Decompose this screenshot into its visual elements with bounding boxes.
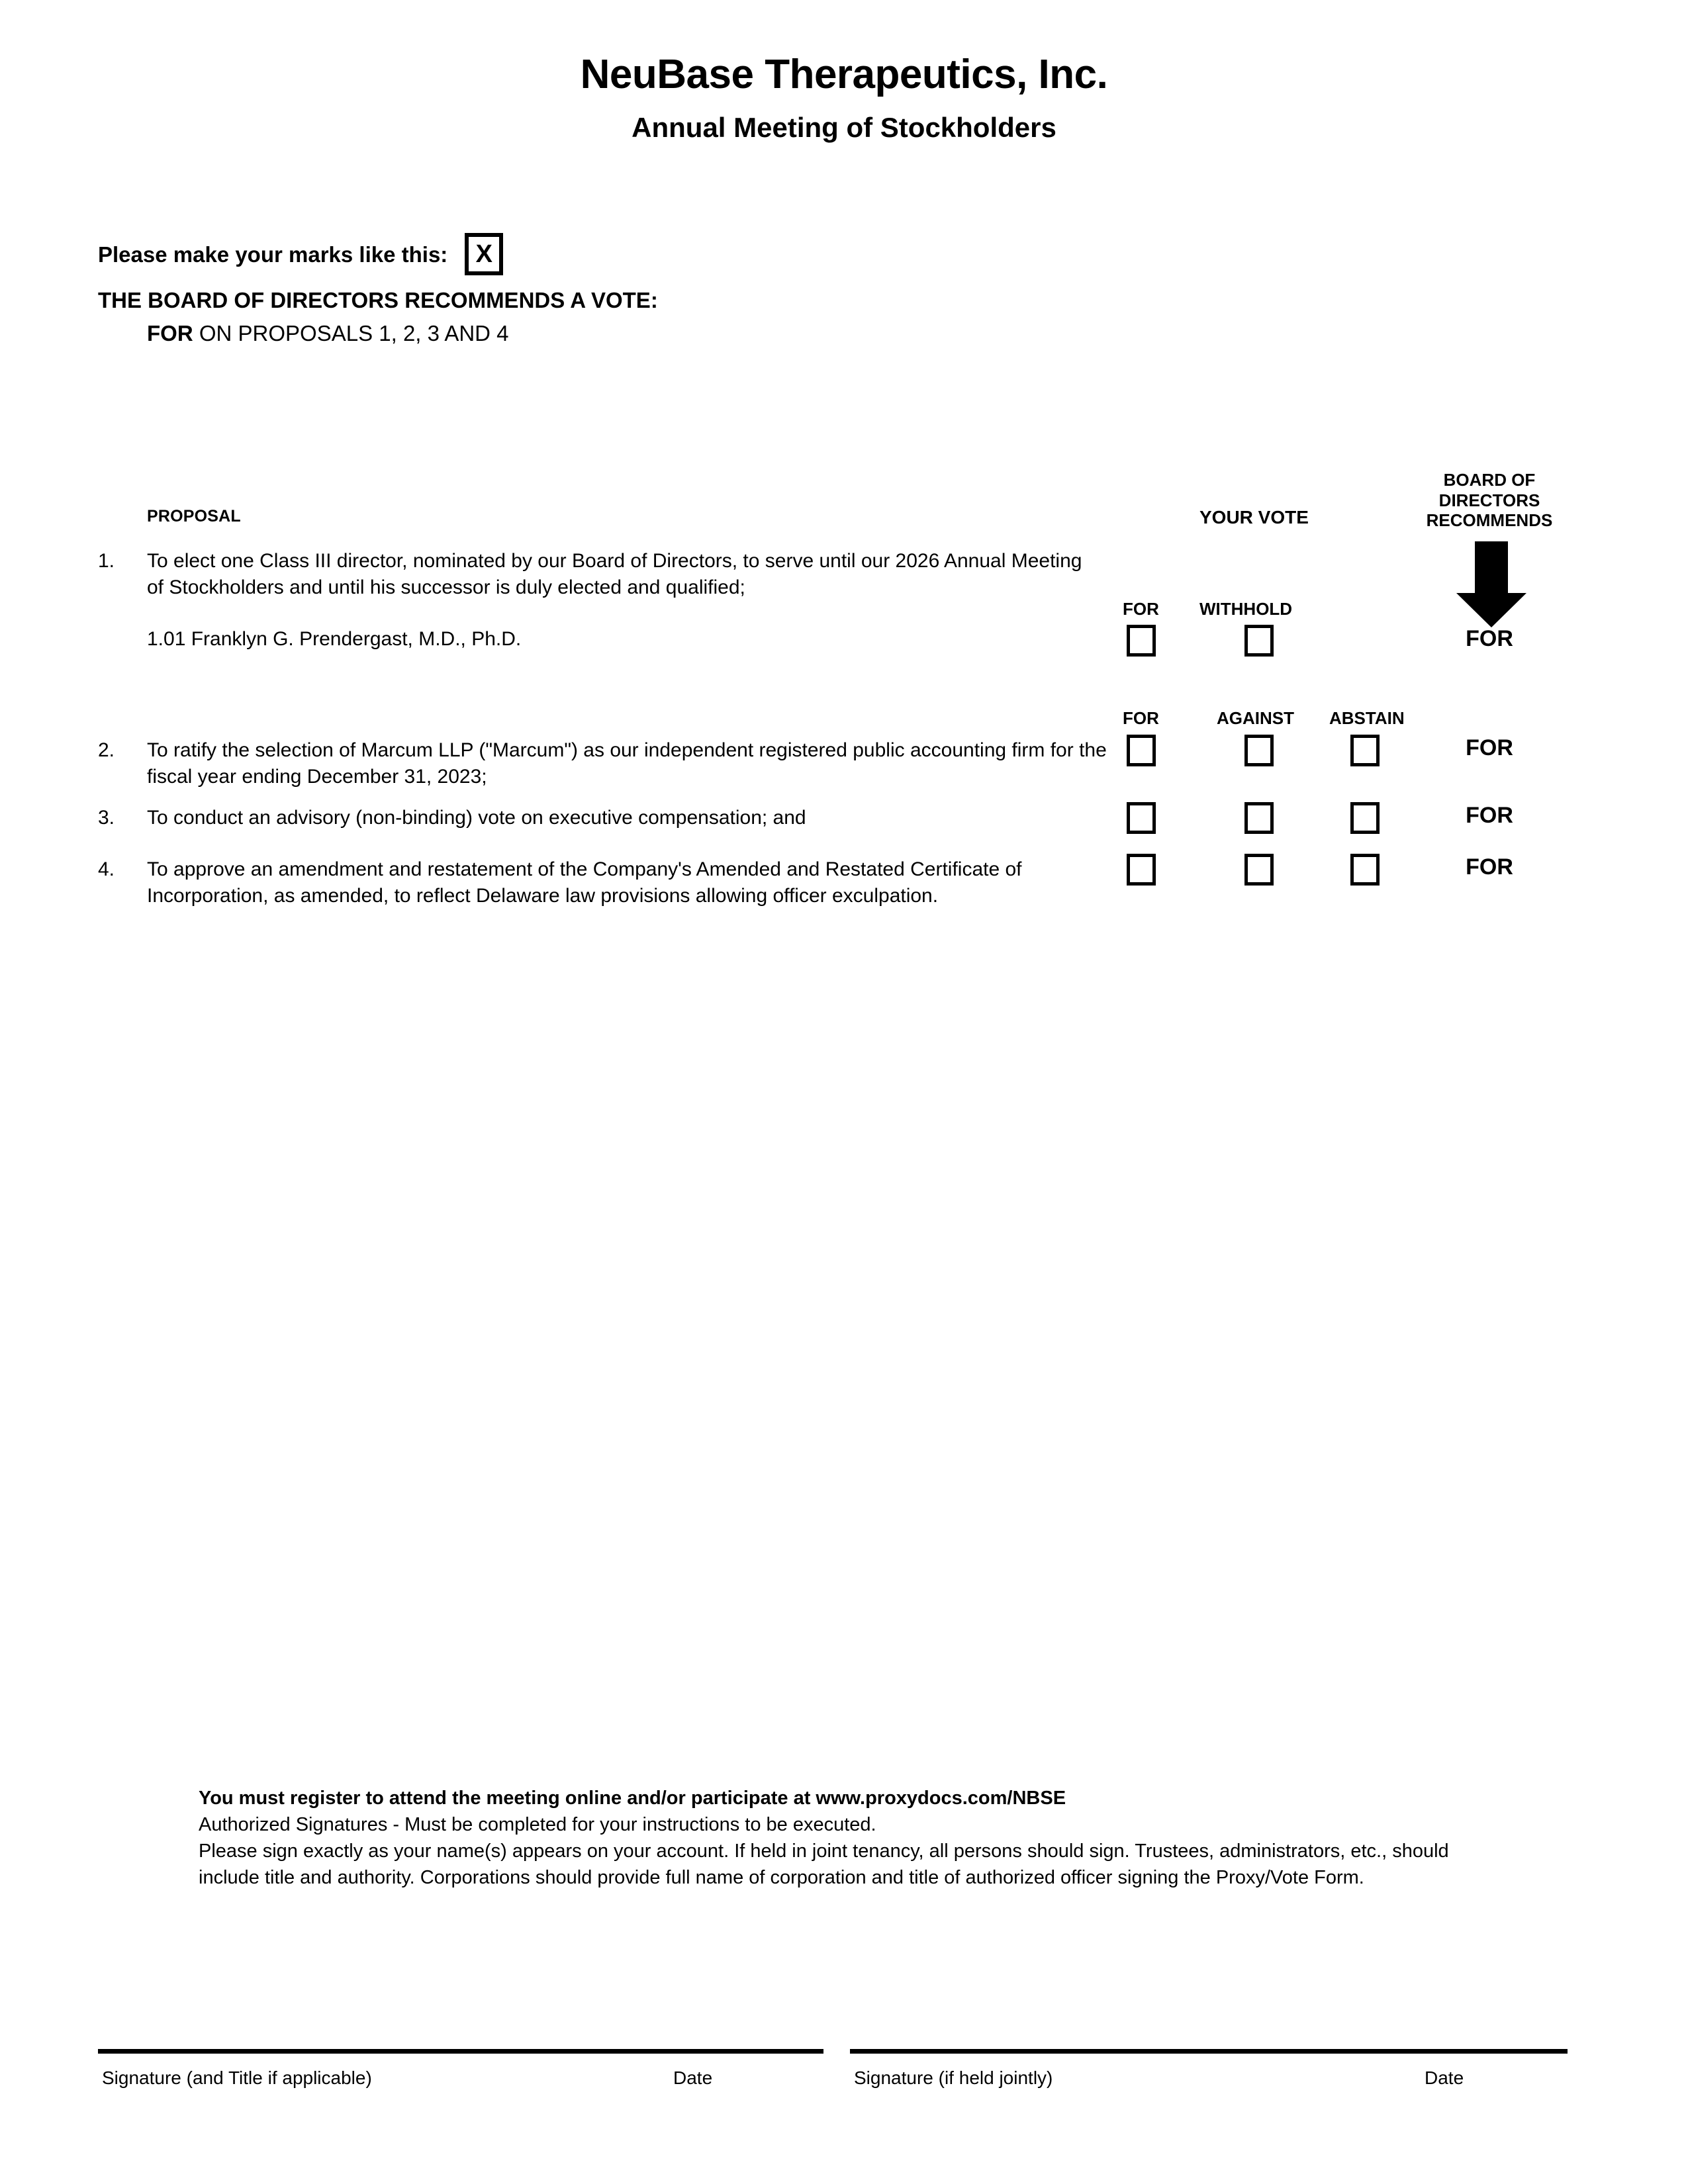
board-recommends-subline bbox=[147, 322, 509, 344]
board-recommendation-proposal-1: FOR bbox=[1466, 626, 1513, 651]
proposal-text: To approve an amendment and restatement of the Company's Amended and Restated Certificate of Incorporation, as amended, to reflect Delaware law provisions allowing officer exculpation. bbox=[147, 858, 1022, 907]
date-caption-primary: Date bbox=[673, 2068, 713, 2088]
board-recommends-emphasis: FOR bbox=[147, 321, 193, 345]
checkbox-proposal-2-abstain[interactable] bbox=[1350, 735, 1380, 766]
proposal-text: To ratify the selection of Marcum LLP ("Marcum") as our independent registered public accounting firm for the fiscal year ending December 31, 2023; bbox=[147, 739, 1107, 788]
proposal-nominee: 1.01 Franklyn G. Prendergast, M.D., Ph.D. bbox=[147, 628, 522, 650]
column-heading-your-vote: YOUR VOTE bbox=[1199, 507, 1309, 527]
checkbox-proposal-2-against[interactable] bbox=[1244, 735, 1274, 766]
checkbox-proposal-1-for[interactable] bbox=[1127, 625, 1156, 657]
checkbox-proposal-3-abstain[interactable] bbox=[1350, 802, 1380, 834]
signature-caption-primary: Signature (and Title if applicable) bbox=[102, 2068, 372, 2088]
column-heading-board-recommends bbox=[1417, 470, 1562, 531]
checkbox-proposal-3-against[interactable] bbox=[1244, 802, 1274, 834]
signature-caption-joint: Signature (if held jointly) bbox=[854, 2068, 1053, 2088]
vote-label-for: FOR bbox=[1123, 708, 1159, 728]
meeting-subtitle: Annual Meeting of Stockholders bbox=[632, 112, 1056, 143]
vote-label-abstain: ABSTAIN bbox=[1329, 708, 1405, 728]
checkbox-proposal-2-for[interactable] bbox=[1127, 735, 1156, 766]
date-caption-joint: Date bbox=[1425, 2068, 1464, 2088]
board-recommendation-proposal-4: FOR bbox=[1466, 854, 1513, 880]
signature-line-joint[interactable] bbox=[850, 2049, 1568, 2054]
proposal-number: 3. bbox=[98, 807, 115, 829]
vote-label-against: AGAINST bbox=[1217, 708, 1294, 728]
checkbox-proposal-4-for[interactable] bbox=[1127, 854, 1156, 886]
signature-line-primary[interactable] bbox=[98, 2049, 823, 2054]
checkbox-proposal-4-against[interactable] bbox=[1244, 854, 1274, 886]
checkbox-proposal-3-for[interactable] bbox=[1127, 802, 1156, 834]
footer-instructions bbox=[199, 1785, 1456, 1891]
board-recommends-line-3: RECOMMENDS bbox=[1426, 510, 1553, 531]
company-title: NeuBase Therapeutics, Inc. bbox=[580, 52, 1108, 97]
proposal-number: 4. bbox=[98, 858, 115, 880]
authorized-signatures-notice: Authorized Signatures - Must be completed for your instructions to be executed. bbox=[199, 1814, 876, 1836]
board-recommendation-proposal-3: FOR bbox=[1466, 803, 1513, 828]
mark-sample-box: X bbox=[465, 233, 503, 275]
signing-instructions: Please sign exactly as your name(s) appears on your account. If held in joint tenancy, all persons should sign. Trustees, administrators, etc., should include title and authority. Corporations should provide full name of corporation and title of authorized officer signing the Proxy/Vote Form. bbox=[199, 1841, 1449, 1889]
board-recommends-rest: ON PROPOSALS 1, 2, 3 AND 4 bbox=[193, 321, 509, 345]
register-notice: You must register to attend the meeting online and/or participate at www.proxydocs.com/NBSE bbox=[199, 1788, 1066, 1809]
board-recommends-line-1: BOARD OF bbox=[1443, 470, 1536, 490]
marks-instruction-row bbox=[98, 233, 503, 275]
proposal-text: To elect one Class III director, nominated by our Board of Directors, to serve until our 2026 Annual Meeting of Stockholders and until his successor is duly elected and qualified; bbox=[147, 550, 1082, 599]
proposal-number: 1. bbox=[98, 550, 115, 572]
column-heading-proposal: PROPOSAL bbox=[147, 507, 241, 525]
checkbox-proposal-1-withhold[interactable] bbox=[1244, 625, 1274, 657]
vote-label-withhold: WITHHOLD bbox=[1199, 599, 1293, 619]
board-recommends-line-2: DIRECTORS bbox=[1438, 490, 1540, 510]
marks-instruction-label: Please make your marks like this: bbox=[98, 242, 448, 267]
checkbox-proposal-4-abstain[interactable] bbox=[1350, 854, 1380, 886]
proposal-number: 2. bbox=[98, 739, 115, 761]
board-recommendation-proposal-2: FOR bbox=[1466, 735, 1513, 760]
down-arrow-icon bbox=[1455, 541, 1528, 627]
board-recommends-heading: THE BOARD OF DIRECTORS RECOMMENDS A VOTE: bbox=[98, 288, 658, 312]
proposal-text: To conduct an advisory (non-binding) vote on executive compensation; and bbox=[147, 807, 806, 829]
vote-label-for: FOR bbox=[1123, 599, 1159, 619]
